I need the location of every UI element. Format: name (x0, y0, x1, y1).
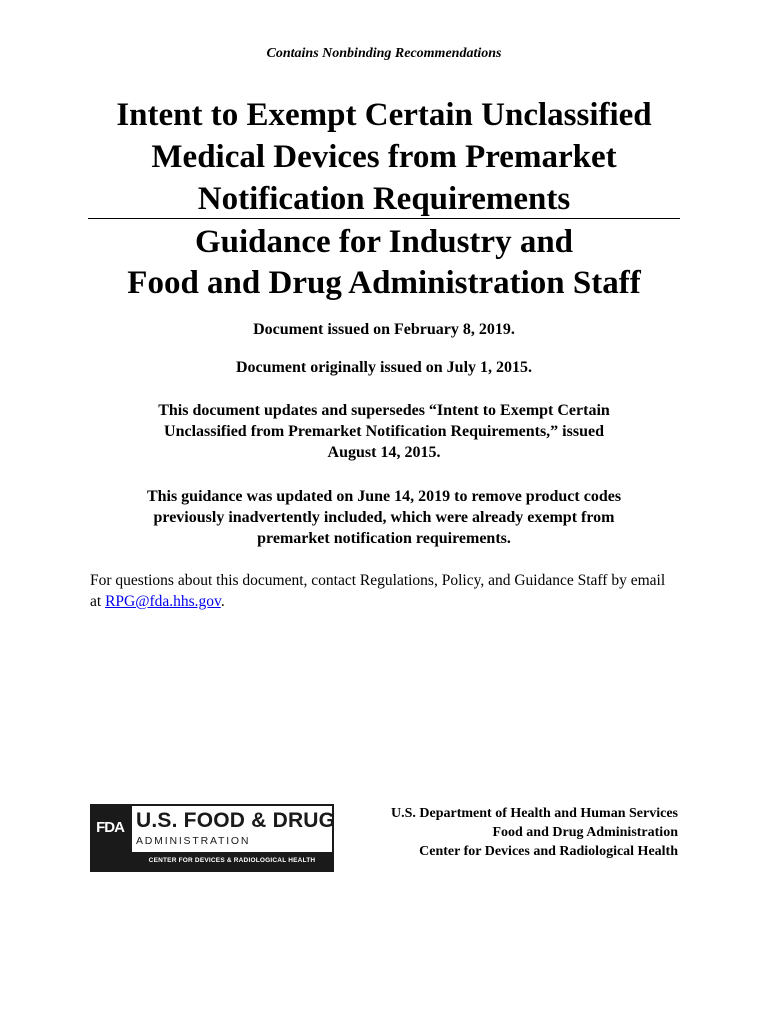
agency-line-3: Center for Devices and Radiological Health (419, 844, 678, 859)
issued-date: Document issued on February 8, 2019. (253, 321, 515, 338)
logo-agency-name: U.S. FOOD & DRUG (136, 809, 336, 832)
agency-line-1: U.S. Department of Health and Human Services (391, 806, 678, 821)
header-note: Contains Nonbinding Recommendations (266, 46, 502, 61)
original-issue-date: Document originally issued on July 1, 2015. (235, 359, 533, 376)
title-line-1: Intent to Exempt Certain Unclassified (116, 97, 652, 133)
agency-line-2: Food and Drug Administration (492, 825, 678, 840)
agency-block (350, 804, 678, 861)
update-line-3: premarket notification requirements. (257, 530, 511, 547)
update-note (120, 486, 648, 549)
title-line-3: Notification Requirements (197, 181, 571, 217)
logo-name-panel (130, 804, 334, 854)
contact-suffix: . (220, 593, 225, 610)
supersedes-line-1: This document updates and supersedes “Intent to Exempt Certain (158, 402, 610, 419)
update-line-2: previously inadvertently included, which were already exempt from (153, 509, 615, 526)
logo-administration: ADMINISTRATION (136, 835, 251, 847)
supersedes-line-2: Unclassified from Premarket Notification Requirements,” issued (164, 423, 604, 440)
logo-center-name: CENTER FOR DEVICES & RADIOLOGICAL HEALTH (148, 857, 316, 864)
document-title (88, 94, 680, 220)
subtitle-line-1: Guidance for Industry and (194, 224, 574, 260)
fda-mark: FDA (90, 804, 130, 850)
title-line-2: Medical Devices from Premarket (151, 139, 617, 175)
supersedes-note (120, 400, 648, 463)
supersedes-line-3: August 14, 2015. (327, 444, 441, 461)
update-line-1: This guidance was updated on June 14, 2019 to remove product codes (146, 488, 622, 505)
contact-info (90, 570, 680, 612)
contact-text: For questions about this document, contact Regulations, Policy, and Guidance Staff by email at (90, 572, 666, 610)
title-divider (88, 218, 680, 219)
document-subtitle (88, 222, 680, 304)
fda-logo (90, 804, 334, 872)
contact-email-link[interactable]: RPG@fda.hhs.gov (105, 593, 221, 610)
subtitle-line-2: Food and Drug Administration Staff (127, 265, 641, 301)
